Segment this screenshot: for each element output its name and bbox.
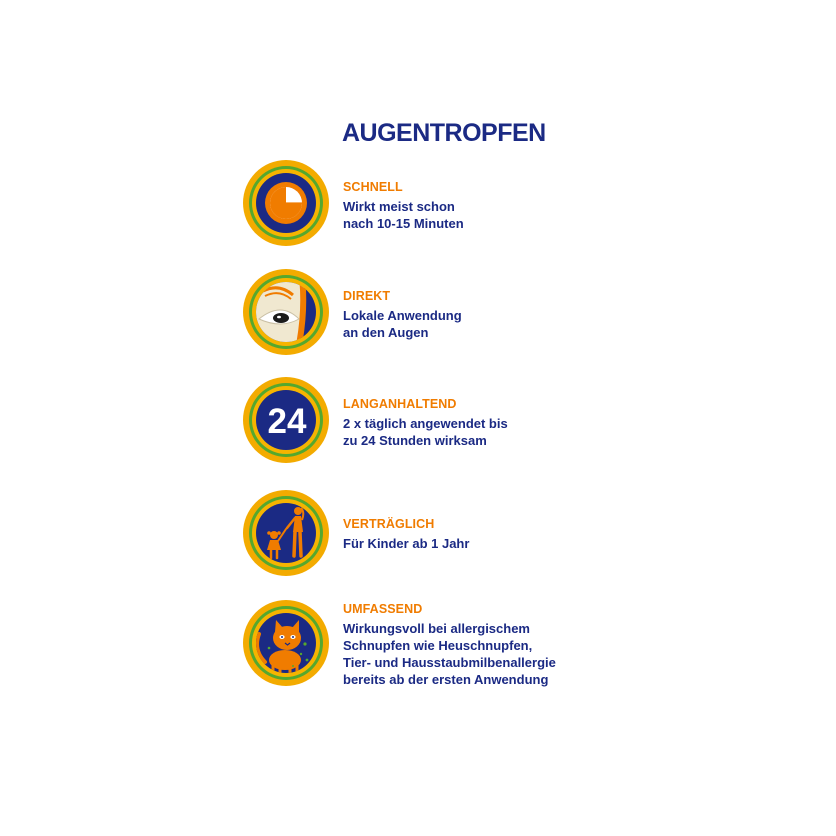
cat-icon [243, 600, 329, 686]
mother-child-icon [243, 490, 329, 576]
page-title: AUGENTROPFEN [342, 119, 546, 147]
feature-direkt [343, 288, 603, 341]
feature-description: Lokale Anwendung an den Augen [343, 308, 462, 340]
feature-langanhaltend [343, 396, 603, 449]
feature-description: 2 x täglich angewendet bis zu 24 Stunden wirksam [343, 416, 508, 448]
feature-heading: VERTRÄGLICH [343, 517, 435, 531]
clock-icon [243, 160, 329, 246]
feature-heading: DIREKT [343, 289, 391, 303]
feature-schnell [343, 179, 603, 232]
feature-heading: SCHNELL [343, 180, 403, 194]
feature-vertraeglich [343, 516, 603, 552]
twenty-four-hours-icon [243, 377, 329, 463]
eye-icon [243, 269, 329, 355]
feature-description: Wirkt meist schon nach 10-15 Minuten [343, 199, 464, 231]
twenty-four-label: 24 [267, 402, 307, 441]
feature-umfassend [343, 601, 603, 688]
feature-heading: UMFASSEND [343, 602, 423, 616]
feature-heading: LANGANHALTEND [343, 397, 457, 411]
feature-description: Für Kinder ab 1 Jahr [343, 536, 470, 551]
feature-description: Wirkungsvoll bei allergischem Schnupfen wie Heuschnupfen, Tier- und Hausstaubmilbenallergie bereits ab der ersten Anwendung [343, 621, 556, 687]
